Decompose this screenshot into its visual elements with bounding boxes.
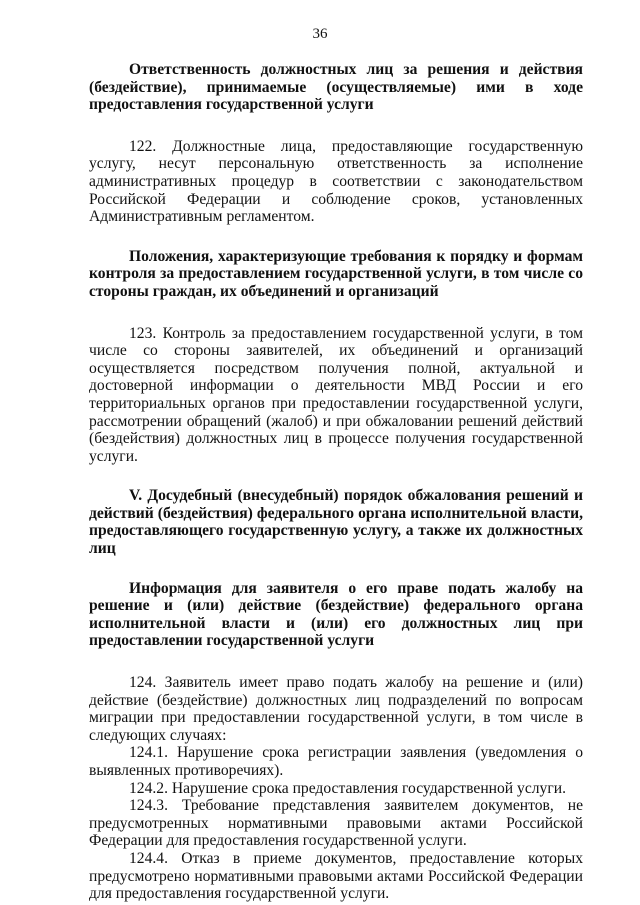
spacer (89, 465, 583, 487)
section-heading-control: Положения, характеризующие требования к порядку и формам контроля за предоставлением государственной услуги, в том числе со стороны граждан, их объединений и организаций (89, 247, 583, 300)
document-body (89, 61, 583, 903)
spacer (89, 226, 583, 248)
spacer (89, 301, 583, 325)
paragraph-122: 122. Должностные лица, предоставляющие государственную услугу, несут персональную ответственность за исполнение административных процедур в соответствии с законодательством Российской Федерации и соблюдение сроков, установленных Административным регламентом. (89, 137, 583, 226)
section-heading-responsibility: Ответственность должностных лиц за решения и действия (бездействие), принимаемые (осуществляемые) ими в ходе предоставления государственной услуги (89, 61, 583, 114)
paragraph-123: 123. Контроль за предоставлением государственной услуги, в том числе со стороны заявителей, их объединений и организаций осуществляется посредством получения полной, актуальной и достоверной информации о деятельности МВД России и его территориальных органов при предоставлении государственной услуги, рассмотрении обращений (жалоб) и при обжаловании решений действий (бездействия) должностных лиц в процессе получения государственной услуги. (89, 324, 583, 465)
spacer (89, 114, 583, 138)
chapter-heading-v: V. Досудебный (внесудебный) порядок обжалования решений и действий (бездействия) федерального органа исполнительной власти, предоставляющего государственную услугу, а также их должностных лиц (89, 487, 583, 558)
section-heading-complaint-info: Информация для заявителя о его праве подать жалобу на решение и (или) действие (бездействие) федерального органа исполнительной власти и (или) его должностных лиц при предоставлении государственной услуги (89, 579, 583, 650)
paragraph-124-4: 124.4. Отказ в приеме документов, предоставление которых предусмотрено нормативными правовыми актами Российской Федерации для предоставления государственной услуги. (89, 849, 583, 903)
paragraph-124-1: 124.1. Нарушение срока регистрации заявления (уведомления о выявленных противоречиях). (89, 744, 583, 779)
paragraph-124: 124. Заявитель имеет право подать жалобу на решение и (или) действие (бездействие) должностных лиц подразделений по вопросам миграции при предоставлении государственной услуги, в том числе в следующих случаях: (89, 674, 583, 744)
paragraph-124-2: 124.2. Нарушение срока предоставления государственной услуги. (129, 779, 566, 797)
page-number: 36 (312, 26, 328, 42)
paragraph-124-3: 124.3. Требование представления заявителем документов, не предусмотренных нормативными правовыми актами Российской Федерации для предоставления государственной услуги. (89, 797, 583, 850)
spacer (89, 650, 583, 674)
spacer (89, 558, 583, 580)
